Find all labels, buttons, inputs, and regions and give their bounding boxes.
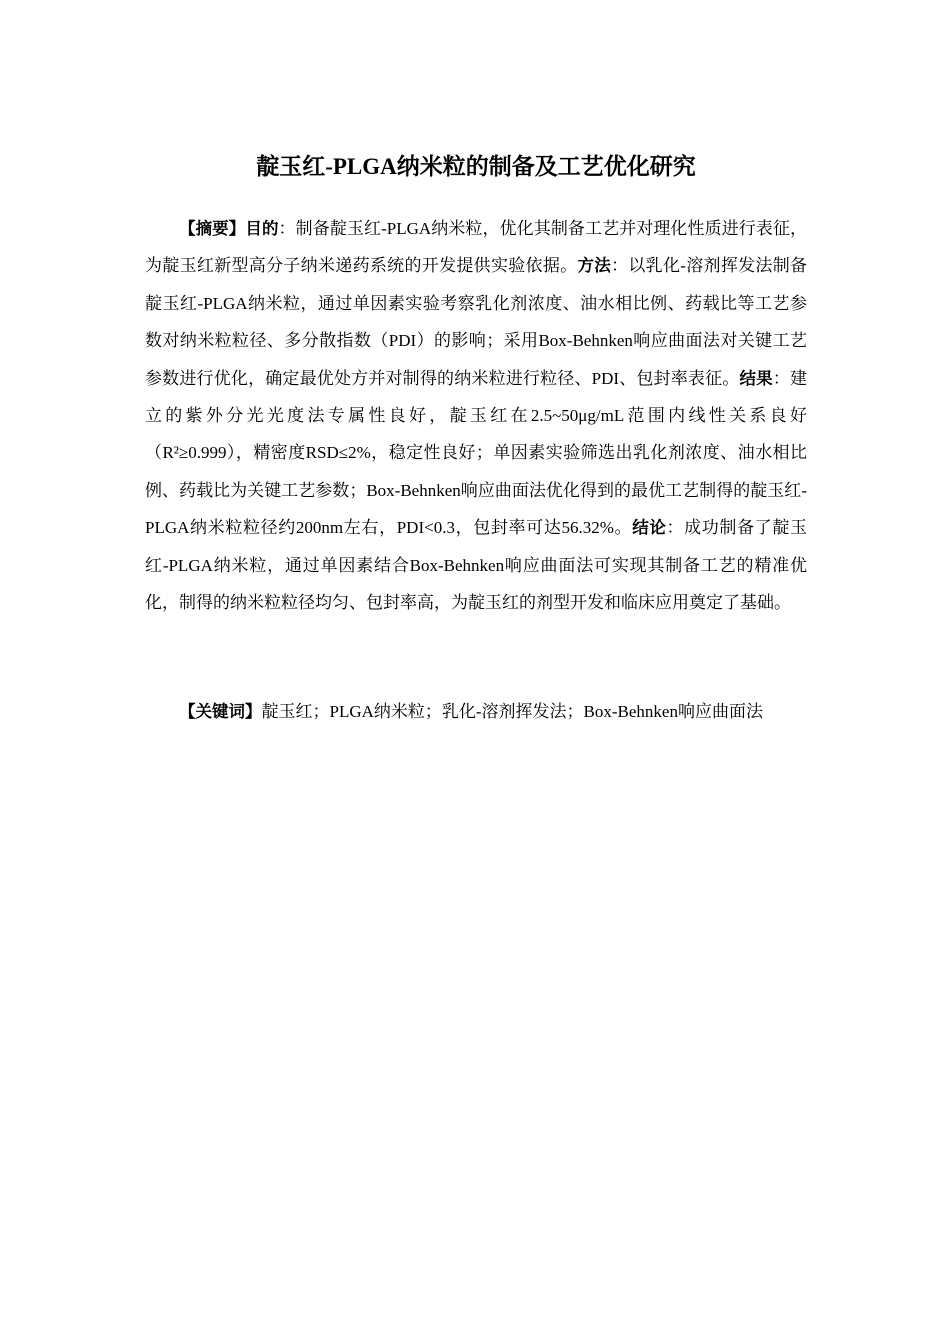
results-text: 建立的紫外分光光度法专属性良好，靛玉红在2.5~50μg/mL范围内线性关系良好（R²≥0.999），精密度RSD≤2%，稳定性良好；单因素实验筛选出乳化剂浓度、油水相比例、药载比为关键工艺参数；Box-Behnken响应曲面法优化得到的最优工艺制得的靛玉红-PLGA纳米粒粒径约200nm左右，PDI<0.3，包封率可达56.32%。 [145,368,807,538]
methods-label: 方法 [577,256,612,276]
objective-text: 制备靛玉红-PLGA纳米粒，优化其制备工艺并对理化性质进行表征，为靛玉红新型高分子纳米递药系统的开发提供实验依据。 [145,219,808,276]
results-colon: ： [772,368,790,388]
abstract-label: 【摘要】 [179,219,246,238]
abstract-paragraph [145,210,807,621]
conclusion-colon: ： [666,518,685,538]
conclusion-label: 结论 [632,518,667,538]
keywords-label: 【关键词】 [179,702,262,721]
objective-label: 目的 [245,219,279,238]
objective-colon: ： [278,219,296,238]
methods-text: 以乳化-溶剂挥发法制备靛玉红-PLGA纳米粒，通过单因素实验考察乳化剂浓度、油水相比例、药载比等工艺参数对纳米粒粒径、多分散指数（PDI）的影响；采用Box-Behnken响应曲面法对关键工艺参数进行优化，确定最优处方并对制得的纳米粒进行粒径、PDI、包封率表征。 [145,256,808,388]
methods-colon: ： [611,256,629,276]
keywords-paragraph [145,693,807,730]
conclusion-text: 成功制备了靛玉红-PLGA纳米粒，通过单因素结合Box-Behnken响应曲面法可实现其制备工艺的精准优化，制得的纳米粒粒径均匀、包封率高，为靛玉红的剂型开发和临床应用奠定了基础。 [145,518,808,613]
results-label: 结果 [739,368,773,388]
paper-title: 靛玉红-PLGA纳米粒的制备及工艺优化研究 [256,154,696,179]
keywords-text: 靛玉红；PLGA纳米粒；乳化-溶剂挥发法；Box-Behnken响应曲面法 [261,702,763,721]
